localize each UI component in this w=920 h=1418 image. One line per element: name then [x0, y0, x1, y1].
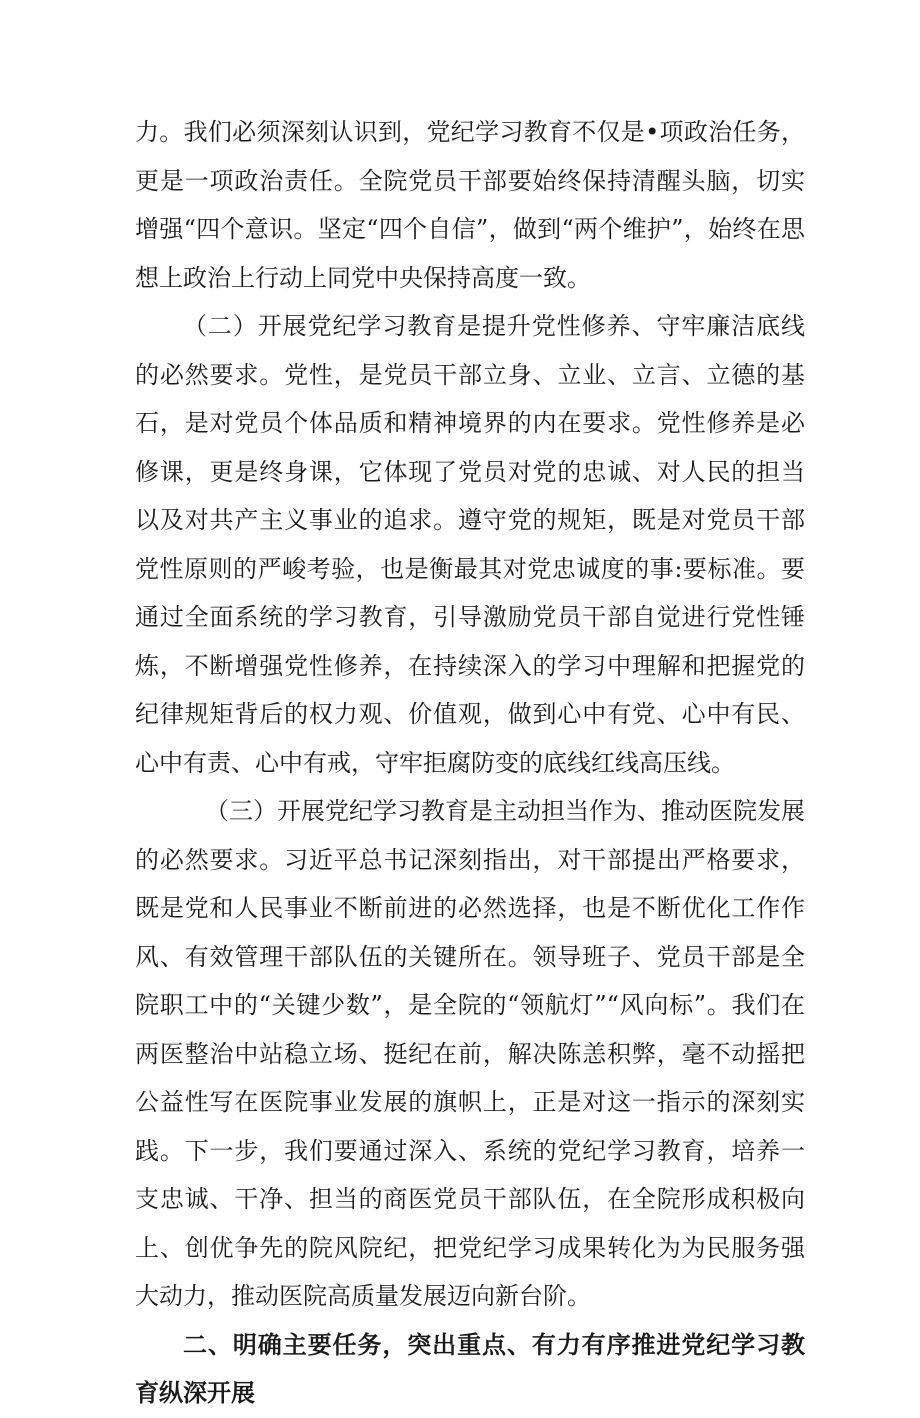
document-body	[135, 108, 805, 1418]
paragraph-section-two: （二）开展党纪学习教育是提升党性修养、守牢廉洁底线的必然要求。党性，是党员干部立身、立业、立言、立德的基石，是对党员个体品质和精神境界的内在要求。党性修养是必修课，更是终身课，它体现了党员对党的忠诚、对人民的担当以及对共产主义事业的追求。遵守党的规矩，既是对党员干部党性原则的严峻考验，也是衡最其对党忠诚度的事:要标准。要通过全面系统的学习教育，引导激励党员干部自觉进行党性锤炼，不断增强党性修养，在持续深入的学习中理解和把握党的纪律规矩背后的权力观、价值观，做到心中有党、心中有民、心中有责、心中有戒，守牢拒腐防变的底线红线高压线。	[135, 312, 805, 777]
section-heading: 二、明确主要任务，突出重点、有力有序推进党纪学习教育纵深开展	[135, 1330, 805, 1407]
paragraph-continuation: 力。我们必须深刻认识到，党纪学习教育不仅是•项政治任务，更是一项政治责任。全院党员干部要始终保持清醒头脑，切实增强“四个意识。坚定“四个自信”，做到“两个维护”，始终在思想上政治上行动上同党中央保持高度一致。	[135, 118, 805, 292]
paragraph-section-three: （三）开展党纪学习教育是主动担当作为、推动医院发展的必然要求。习近平总书记深刻指出，对干部提出严格要求，既是党和人民事业不断前进的必然选择，也是不断优化工作作风、有效管理干部队伍的关键所在。领导班子、党员干部是全院职工中的“关键少数”，是全院的“领航灯”“风向标”。我们在两医整治中站稳立场、挺纪在前，解决陈恙积弊，毫不动摇把公益性写在医院事业发展的旗帜上，正是对这一指示的深刻实践。下一步，我们要通过深入、系统的党纪学习教育，培养一支忠诚、干净、担当的商医党员干部队伍，在全院形成积极向上、创优争先的院风院纪，把党纪学习成果转化为为民服务强大动力，推动医院高质量发展迈向新台阶。	[135, 797, 805, 1310]
